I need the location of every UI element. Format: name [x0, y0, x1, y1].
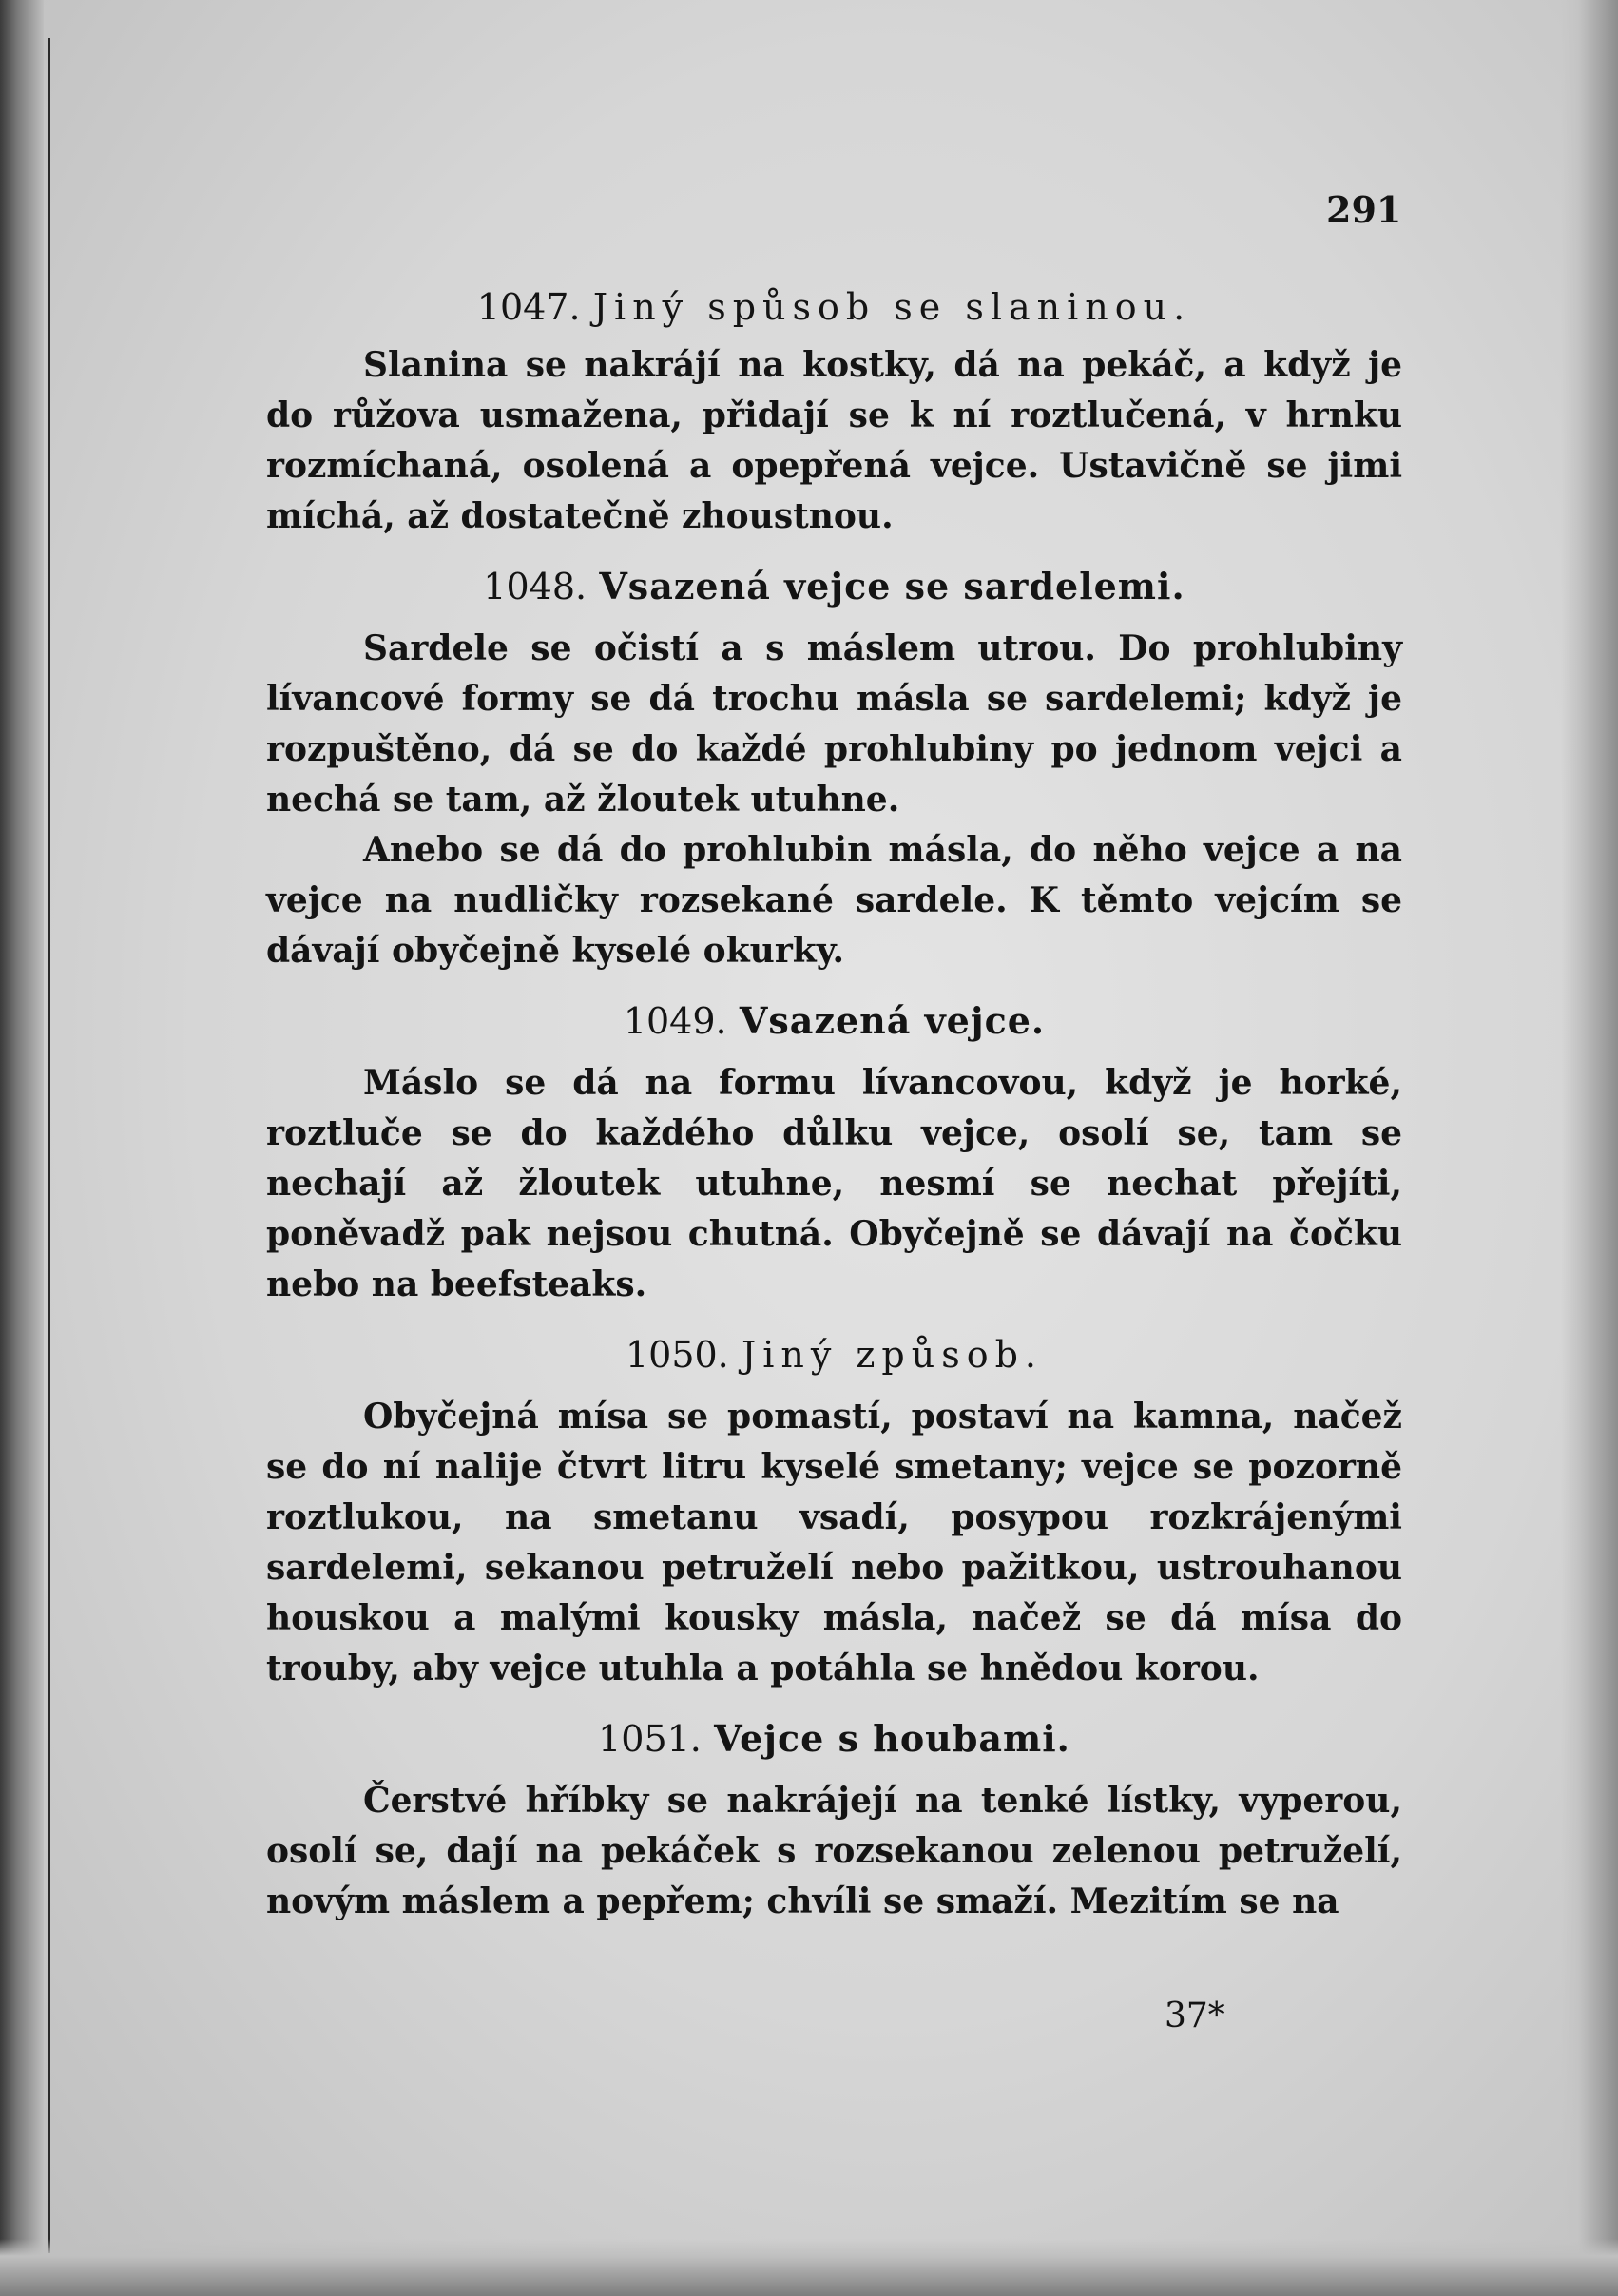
recipe-title: Vejce s houbami.: [714, 1717, 1070, 1760]
recipe-paragraph: Slanina se nakrájí na kostky, dá na pekáč, a když je do růžova usmažena, přidají se k ní roztlučená, v hrnku rozmíchaná, osolená a opepřená vejce. Ustavičně se jimi míchá, až dostatečně zhoustnou.: [266, 345, 1402, 536]
recipe-heading-1047: [266, 283, 1402, 331]
recipe-title: Vsazená vejce.: [739, 999, 1046, 1042]
page-number: 291: [1326, 188, 1402, 231]
recipe-paragraph: Čerstvé hříbky se nakrájejí na tenké lístky, vyperou, osolí se, dají na pekáček s rozsekanou zelenou petruželí, novým máslem a pepřem; chvíli se smaží. Mezitím se na: [266, 1781, 1402, 1921]
page-right-shadow: [1561, 0, 1618, 2296]
recipe-heading-1050: [266, 1331, 1402, 1379]
signature-mark: 37*: [1165, 1997, 1225, 2036]
recipe-heading-1049: [266, 997, 1402, 1045]
recipe-number: 1049.: [623, 1000, 727, 1042]
recipe-title: Jiný spůsob se slaninou.: [592, 286, 1192, 328]
recipe-heading-1048: [266, 563, 1402, 610]
recipe-paragraph: Obyčejná mísa se pomastí, postaví na kamna, načež se do ní nalije čtvrt litru kyselé smetany; vejce se pozorně roztlukou, na smetanu vsadí, posypou rozkrájenými sardelemi, sekanou petruželí nebo pažitkou, ustrouhanou houskou a malými kousky másla, načež se dá mísa do trouby, aby vejce utuhla a potáhla se hnědou korou.: [266, 1397, 1402, 1688]
page-text: [266, 181, 1402, 1927]
recipe-paragraph: Anebo se dá do prohlubin másla, do něho vejce a na vejce na nudličky rozsekané sardele. K těmto vejcím se dávají obyčejně kyselé okurky.: [266, 830, 1402, 971]
recipe-title: Jiný způsob.: [742, 1334, 1044, 1376]
recipe-number: 1051.: [598, 1718, 702, 1760]
page-bottom-shadow: [0, 2239, 1618, 2296]
recipe-title: Vsazená vejce se sardelemi.: [599, 565, 1185, 608]
recipe-number: 1047.: [476, 286, 581, 328]
recipe-paragraph: Máslo se dá na formu lívancovou, když je horké, roztluče se do každého důlku vejce, osolí se, tam se nechají až žloutek utuhne, nesmí se nechat přejíti, poněvadž pak nejsou chutná. Obyčejně se dávají na čočku nebo na beefsteaks.: [266, 1063, 1402, 1304]
page-left-shadow: [0, 0, 44, 2296]
recipe-heading-1051: [266, 1715, 1402, 1763]
recipe-paragraph: Sardele se očistí a s máslem utrou. Do prohlubiny lívancové formy se dá trochu másla se sardelemi; když je rozpuštěno, dá se do každé prohlubiny po jednom vejci a nechá se tam, až žloutek utuhne.: [266, 628, 1402, 820]
book-spine-line: [48, 38, 50, 2253]
recipe-number: 1050.: [625, 1334, 729, 1376]
recipe-number: 1048.: [483, 566, 587, 608]
